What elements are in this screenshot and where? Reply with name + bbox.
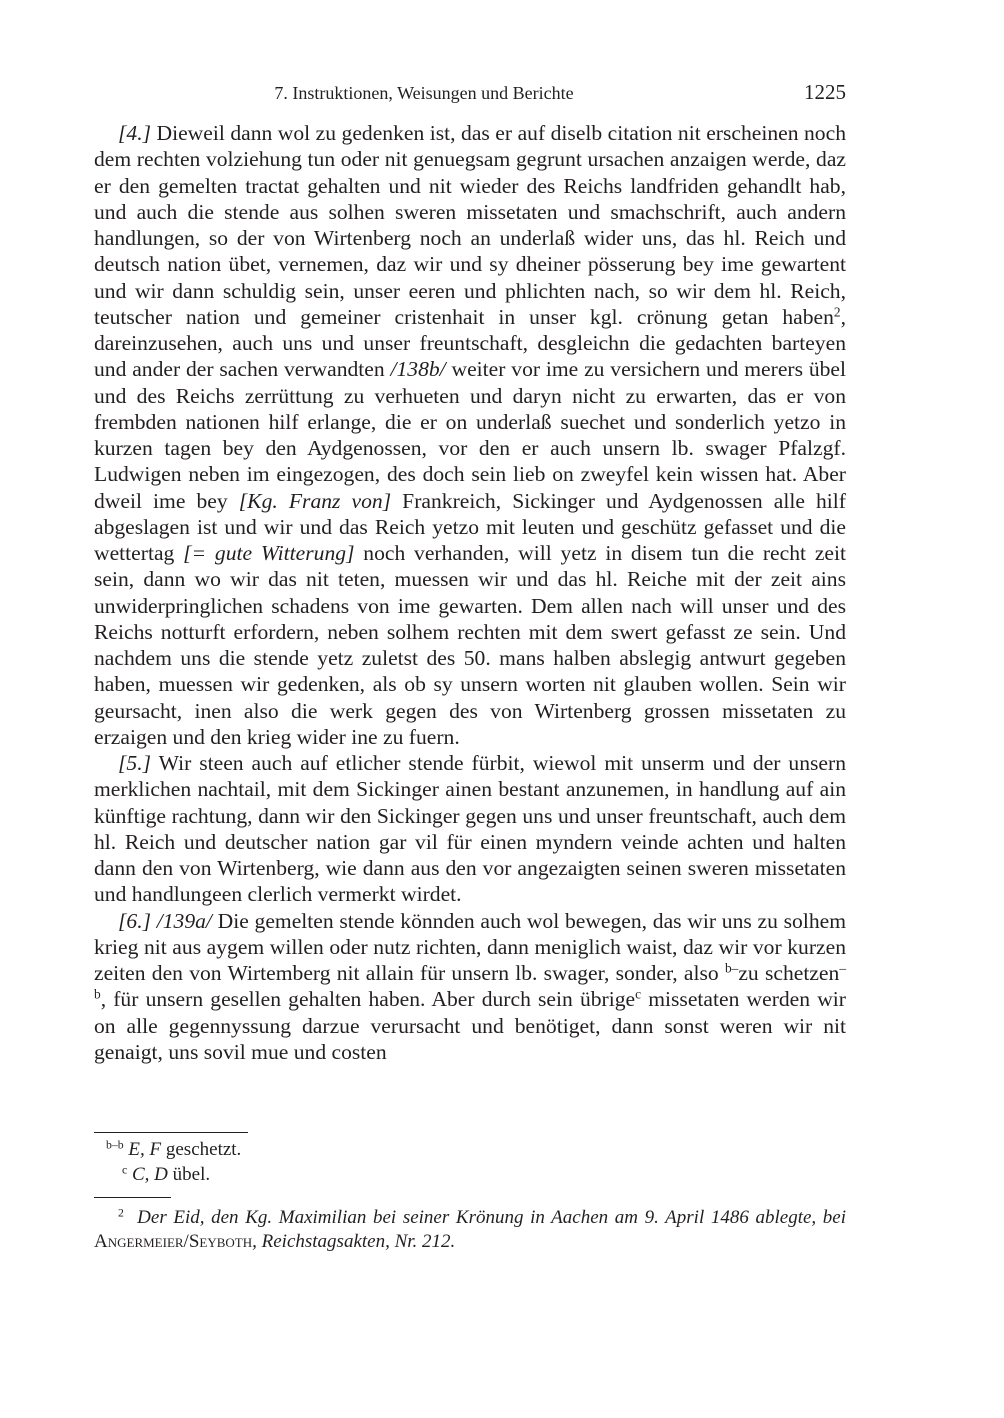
variant-marker-close: –b (94, 960, 846, 1002)
footnote-divider (94, 1197, 171, 1198)
footnote-author: Angermeier/Seyboth (94, 1231, 253, 1252)
page-number: 1225 (804, 80, 846, 104)
folio-marker: /138b/ (390, 357, 446, 382)
paragraph-marker: [6.] (118, 908, 152, 933)
paragraph-marker: [5.] (118, 751, 152, 775)
variant-marker-open: b– (724, 960, 739, 976)
apparatus-note (106, 1162, 846, 1187)
paragraph-text: zu schetzen (738, 961, 840, 985)
paragraph-text: missetaten werden wir on alle gegennyssung darzue verursacht und benötiget, dann sonst weren wir nit genaigt, uns sovil mue und costen (94, 987, 846, 1064)
apparatus-reading: übel. (172, 1164, 211, 1185)
footnote-text: , Reichstagsakten, Nr. 212. (252, 1231, 456, 1252)
critical-apparatus (106, 1137, 846, 1187)
paragraph-4 (94, 120, 846, 750)
paragraph-text: , für unsern gesellen gehalten haben. Aber durch sein übrige (100, 987, 636, 1012)
paragraph-text: weiter vor ime zu versichern und merers übel und des Reichs zerrüttung zu verhueten und daryn nicht zu erwarten, das er von frembden nationen hilf erlange, die er on underlaß suechet und sonderlich yetzo in kurzen tagen bey den Aydgenossen, vor den er auch unsern lb. swager Pfalzgf. Ludwigen neben im eingezogen, des doch sein lieb on zweyfel kein wissen hat. Aber dweil ime bey (94, 357, 846, 513)
apparatus-witnesses: C, D (131, 1164, 168, 1185)
apparatus-witnesses: E, F (128, 1139, 162, 1160)
paragraph-5 (94, 750, 846, 908)
running-head-title: 7. Instruktionen, Weisungen und Berichte (274, 83, 574, 103)
apparatus-siglum: c (122, 1163, 128, 1177)
paragraph-text: Dieweil dann wol zu gedenken ist, das er auf diselb citation nit erscheinen noch dem rechten volziehung tun oder nit genuegsam gegrunt ursachen anzaigen werde, daz er den gemelten tractat gehalten und nit wieder des Reichs landfriden gehandlt hab, und auch die stende aus solhen sweren missetaten und smachschrift, auch andern handlungen, so der von Wirtenberg noch an underlaß wider uns, das hl. Reich und deutsch nation übet, vernemen, daz wir und sy dheiner pösserung bey ime gewartent und wir dann schuldig sein, unser eeren und phlichten nach, so wir dem hl. Reich, teutscher nation und gemeiner cristenhait in unser kgl. crönung getan haben (94, 121, 846, 329)
editorial-insertion: [Kg. Franz von] (238, 488, 392, 513)
footnote-reference: 2 (833, 304, 841, 320)
paragraph-6 (94, 908, 846, 1066)
paragraph-text: noch verhanden, will yetz in disem tun die recht zeit sein, dann wo wir das nit teten, muessen wir und das hl. Reiche mit der zeit ains unwiderpringlichen schadens von ime gewarten. Dem allen nach will unser und des Reichs notturft erfordern, neben solhem rechten mit dem swert gefasst ze sein. Und nachdem uns die stende yetz zuletst des 50. mans halben abslegig antwurt gegeben haben, muessen wir gedenken, als ob sy unsern worten nit glauben wollen. Sein wir geursacht, inen also die werk gegen des von Wirtenberg grossen missetaten zu erzaigen und den krieg wider ine zu fuern. (94, 541, 846, 749)
footnote-text: Der Eid, den Kg. Maximilian bei seiner Krönung in Aachen am 9. April 1486 ablegte, bei (137, 1207, 847, 1228)
running-head (94, 80, 846, 106)
apparatus-siglum: b–b (106, 1138, 124, 1152)
apparatus-note (106, 1137, 846, 1162)
paragraph-text: Die gemelten stende könnden auch wol bewegen, das wir uns zu solhem krieg nit aus aygem willen oder nutz richten, dann meniglich waist, daz wir vor kurzen zeiten den von Wirtemberg nit allain für unsern lb. swager, sonder, also (94, 908, 846, 985)
variant-marker: c (635, 986, 642, 1002)
paragraph-text: , dareinzusehen, auch uns und unser freuntschaft, desgleichn die gedachten barteyen und ander der sachen verwandten (94, 304, 846, 382)
paragraph-text: Wir steen auch auf etlicher stende fürbit, wiewol mit unserm und der unsern merklichen nachtail, mit dem Sickinger ainen bestant anzunemen, in handlung auf ain künftige rachtung, dann wir den Sickinger gegen uns und unser freuntschaft, auch dem hl. Reich und deutscher nation gar vil für einen myndern veinde achten und halten dann den von Wirtenberg, wie dann aus den vor angezaigten seinen sweren missetaten und handlungeen clerlich vermerkt wirdet. (94, 751, 846, 907)
footnote-number: 2 (118, 1206, 124, 1220)
footnote-2 (94, 1206, 846, 1254)
main-text (94, 120, 846, 1065)
paragraph-marker: [4.] (118, 121, 152, 145)
footnote (94, 1206, 846, 1254)
apparatus-reading: geschetzt. (165, 1139, 242, 1160)
apparatus-divider (94, 1132, 248, 1133)
paragraph-text: Frankreich, Sickinger und Aydgenossen alle hilf abgeslagen ist und wir und das Reich yetzo mit leuten und geschütz gefasset und die wettertag (94, 488, 846, 565)
editorial-insertion: [= gute Witterung] (183, 541, 355, 565)
folio-marker: /139a/ (156, 908, 212, 933)
